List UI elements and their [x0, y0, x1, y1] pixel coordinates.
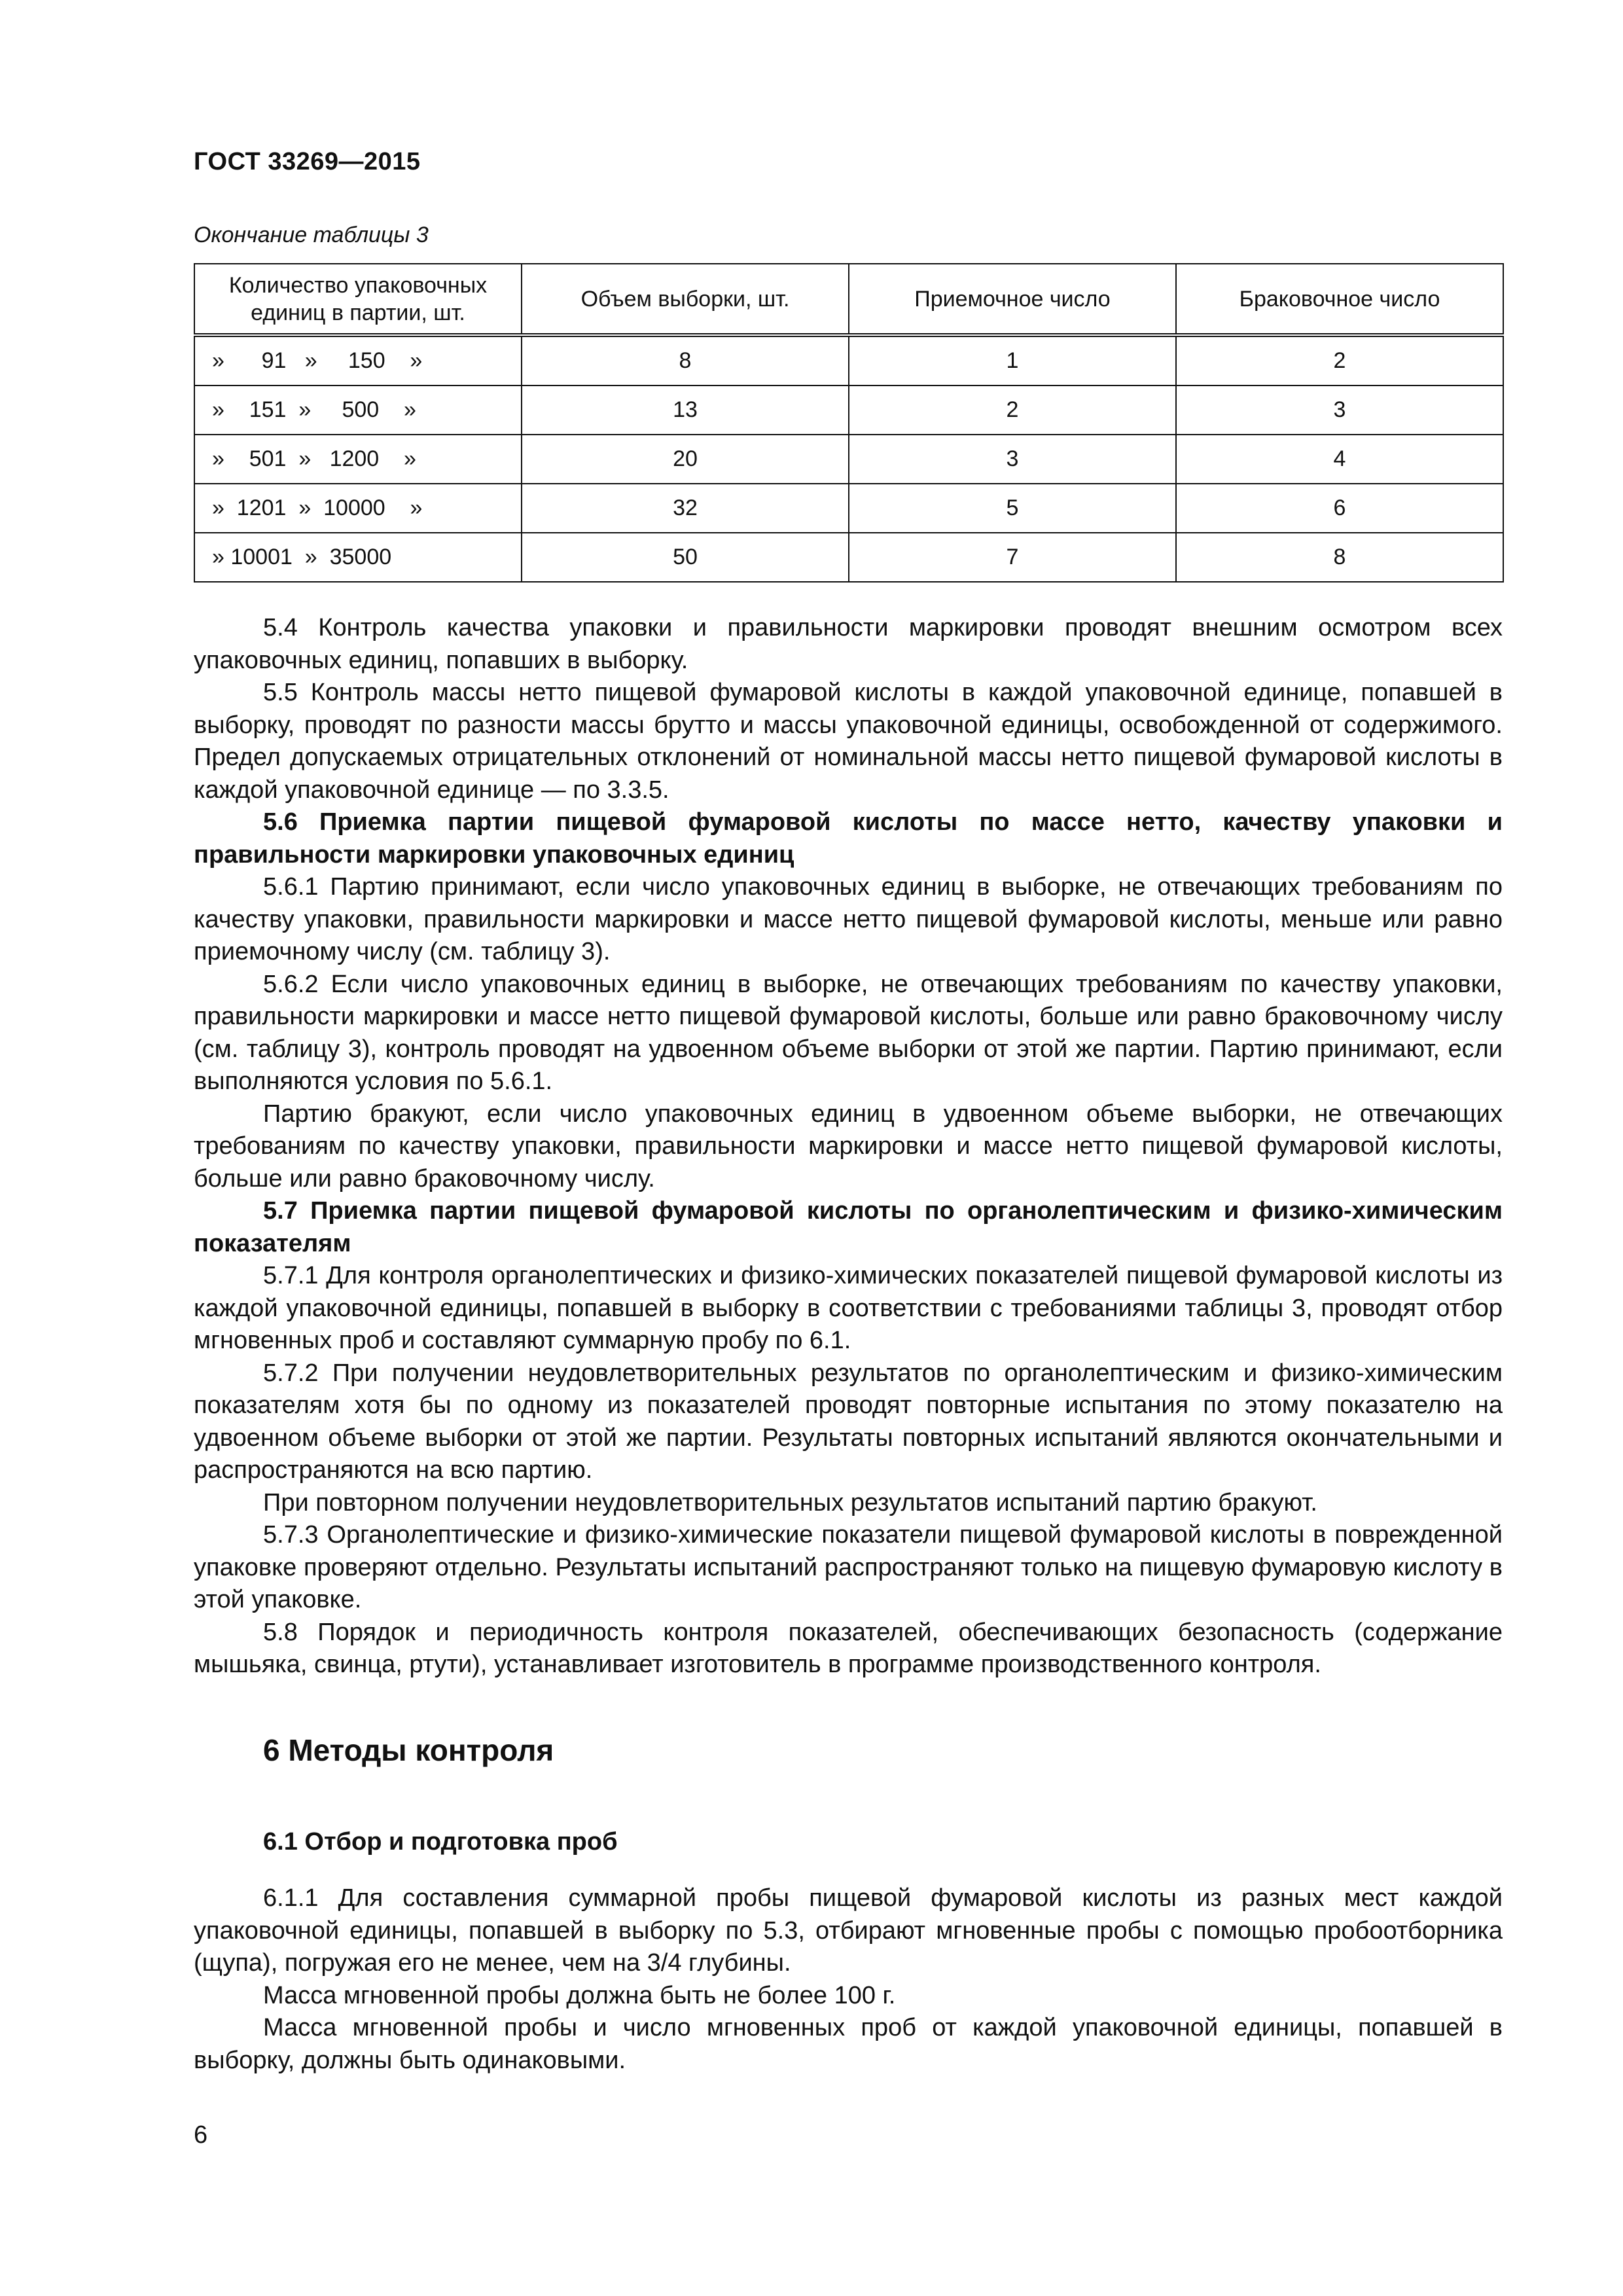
paragraph-5-5: 5.5 Контроль массы нетто пищевой фумаровой кислоты в каждой упаковочной единице, попавшей в выборку, проводят по разности массы брутто и массы упаковочной единицы, освобожденной от содержимого. Предел допускаемых отрицательных отклонений от номинальной массы нетто пищевой фумаровой кислоты в каждой упаковочной единице — по 3.3.5.	[194, 679, 1503, 804]
column-header-acceptance-number: Приемочное число	[849, 264, 1176, 335]
table-cell: 50	[522, 533, 849, 582]
table-cell: 1	[849, 335, 1176, 386]
table-cell: 2	[1176, 335, 1503, 386]
paragraph-5-7-2: 5.7.2 При получении неудовлетворительных результатов по органолептическим и физико-химическим показателям хотя бы по одному из показателей проводят повторные испытания по этому показателю на удвоенном объеме выборки от этой же партии. Результаты повторных испытаний являются окончательными и распространяются на всю партию.	[194, 1359, 1503, 1484]
table-cell: » 501 » 1200 »	[194, 435, 522, 484]
paragraph-5-7-2-reject: При повторном получении неудовлетворительных результатов испытаний партию бракуют.	[263, 1488, 1317, 1516]
paragraph-sample-count: Масса мгновенной пробы и число мгновенных проб от каждой упаковочной единицы, попавшей в выборку, должны быть одинаковыми.	[194, 2014, 1503, 2074]
paragraph-5-8: 5.8 Порядок и периодичность контроля показателей, обеспечивающих безопасность (содержание мышьяка, свинца, ртути), устанавливает изготовитель в программе производственного контроля.	[194, 1618, 1503, 1678]
heading-5-7: 5.7 Приемка партии пищевой фумаровой кислоты по органолептическим и физико-химическим показателям	[194, 1197, 1503, 1257]
table-cell: 2	[849, 386, 1176, 435]
table-cell: 5	[849, 484, 1176, 533]
table-cell: 3	[1176, 386, 1503, 435]
table-row	[194, 386, 1503, 435]
paragraph-6-1-1: 6.1.1 Для составления суммарной пробы пищевой фумаровой кислоты из разных мест каждой упаковочной единицы, попавшей в выборку по 5.3, отбирают мгновенные пробы с помощью пробоотборника (щупа), погружая его не менее, чем на 3/4 глубины.	[194, 1884, 1503, 1977]
table-caption: Окончание таблицы 3	[194, 223, 429, 247]
table-cell: » 151 » 500 »	[194, 386, 522, 435]
table-cell: » 91 » 150 »	[194, 335, 522, 386]
table-cell: 4	[1176, 435, 1503, 484]
table-row	[194, 533, 1503, 582]
paragraph-sample-mass: Масса мгновенной пробы должна быть не более 100 г.	[263, 1981, 896, 2009]
sampling-table	[194, 263, 1504, 583]
paragraph-5-6-2: 5.6.2 Если число упаковочных единиц в выборке, не отвечающих требованиям по качеству упаковки, правильности маркировки и массе нетто пищевой фумаровой кислоты, больше или равно браковочному числу (см. таблицу 3), контроль проводят на удвоенном объеме выборки от этой же партии. Партию принимают, если выполняются условия по 5.6.1.	[194, 970, 1503, 1095]
document-code: ГОСТ 33269—2015	[194, 148, 421, 175]
table-row	[194, 484, 1503, 533]
heading-5-6: 5.6 Приемка партии пищевой фумаровой кислоты по массе нетто, качеству упаковки и правильности маркировки упаковочных единиц	[194, 808, 1503, 869]
table-cell: 8	[1176, 533, 1503, 582]
table-cell: » 1201 » 10000 »	[194, 484, 522, 533]
table-row	[194, 435, 1503, 484]
column-header-lot-size: Количество упаковочных единиц в партии, шт.	[194, 264, 522, 335]
table-cell: 20	[522, 435, 849, 484]
paragraph-5-7-3: 5.7.3 Органолептические и физико-химические показатели пищевой фумаровой кислоты в поврежденной упаковке проверяют отдельно. Результаты испытаний распространяют только на пищевую фумаровую кислоту в этой упаковке.	[194, 1521, 1503, 1613]
section-title: 6 Методы контроля	[263, 1733, 554, 1767]
paragraph-5-6-1: 5.6.1 Партию принимают, если число упаковочных единиц в выборке, не отвечающих требованиям по качеству упаковки, правильности маркировки и массе нетто пищевой фумаровой кислоты, меньше или равно приемочному числу (см. таблицу 3).	[194, 873, 1503, 965]
table-cell: 7	[849, 533, 1176, 582]
paragraph-5-7-1: 5.7.1 Для контроля органолептических и физико-химических показателей пищевой фумаровой кислоты из каждой упаковочной единицы, попавшей в выборку в соответствии с требованиями таблицы 3, проводят отбор мгновенных проб и составляют суммарную пробу по 6.1.	[194, 1262, 1503, 1354]
table-cell: 6	[1176, 484, 1503, 533]
column-header-rejection-number: Браковочное число	[1176, 264, 1503, 335]
table-cell: » 10001 » 35000	[194, 533, 522, 582]
table-header-row	[194, 264, 1503, 335]
table-row	[194, 335, 1503, 386]
table-cell: 32	[522, 484, 849, 533]
subsection-title: 6.1 Отбор и подготовка проб	[263, 1828, 618, 1856]
table-cell: 3	[849, 435, 1176, 484]
column-header-sample-size: Объем выборки, шт.	[522, 264, 849, 335]
paragraph-5-6-2-reject: Партию бракуют, если число упаковочных единиц в удвоенном объеме выборки, не отвечающих требованиям по качеству упаковки, правильности маркировки и массе нетто пищевой фумаровой кислоты, больше или равно браковочному числу.	[194, 1100, 1503, 1193]
section-body-text	[194, 1882, 1503, 2077]
body-text	[194, 612, 1503, 1681]
table-cell: 13	[522, 386, 849, 435]
table-cell: 8	[522, 335, 849, 386]
page-number: 6	[194, 2121, 208, 2149]
paragraph-5-4: 5.4 Контроль качества упаковки и правильности маркировки проводят внешним осмотром всех упаковочных единиц, попавших в выборку.	[194, 614, 1503, 674]
